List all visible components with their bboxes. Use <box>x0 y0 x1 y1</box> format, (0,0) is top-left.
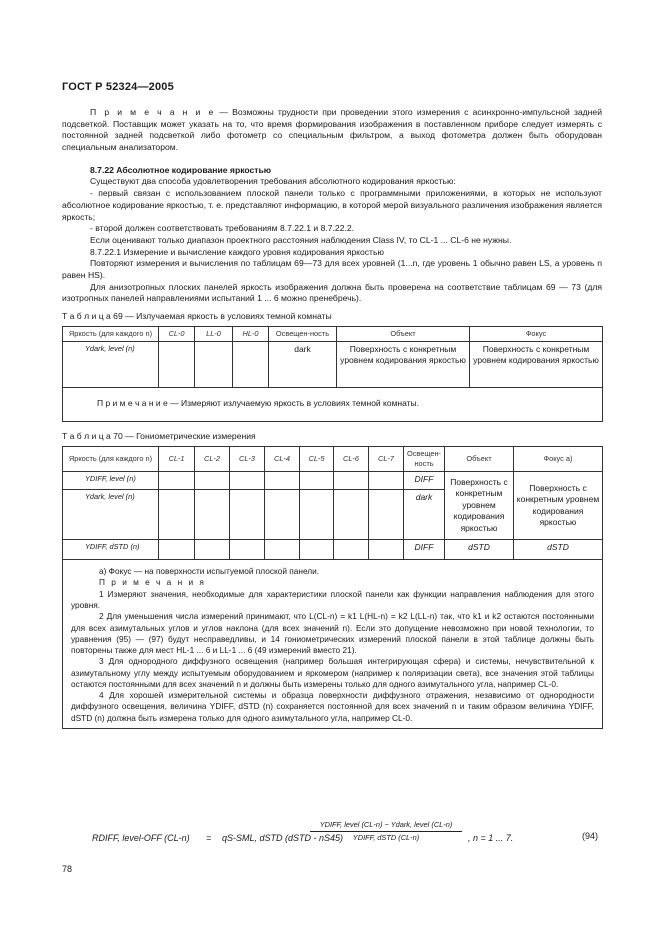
table-row <box>63 540 603 560</box>
table-note-row <box>63 387 603 422</box>
column-header: CL-4 <box>265 446 300 471</box>
paragraph: Если оценивают только диапазон проектного расстояния наблюдения Class IV, то CL-1 ... CL-6 не нужны. <box>90 234 512 245</box>
note-intro-label: П р и м е ч а н и е <box>90 107 216 117</box>
column-header: CL-1 <box>159 446 195 471</box>
page-number: 78 <box>62 864 73 874</box>
column-header: CL-6 <box>334 446 369 471</box>
column-header: CL-5 <box>300 446 334 471</box>
formula-numerator: YDIFF, level (CL-n) − Ydark, level (CL-n) <box>310 820 462 832</box>
illumination-cell: dark <box>404 490 445 540</box>
luminance-symbol: Ydark, level (n) <box>63 490 159 540</box>
notes-label: П р и м е ч а н и я <box>99 577 206 588</box>
focus-cell: Поверхность с конкретным уровнем кодирования яркостью <box>470 341 603 387</box>
column-header: CL-0 <box>159 326 195 341</box>
formula-number: (94) <box>581 831 598 841</box>
formula-lhs: RDIFF, level-OFF (CL-n) <box>92 833 190 843</box>
table-69 <box>62 326 603 423</box>
luminance-symbol: YDIFF, dSTD (n) <box>63 540 159 560</box>
table70-footnote: а) Фокус — на поверхности испытуемой плоской панели. <box>99 566 320 577</box>
focus-cell: dSTD <box>514 540 603 560</box>
table70-note: 2 Для уменьшения числа измерений принимают, что L(CL-n) = k1 L(HL-n) = k2 L(LL-n) так, что k1 и k2 остаются постоянными для всех азимутальных углов и углов наклона (для всех значений n). Если это допущение невозможно при новой технологии, то уравнения (95) — (97) будут несправедливы, и 14 гониометрических измерений плоской панели в этой таблице должны быть повторены также для мест HL-1 ... 6 и LL-1 ... 6 (49 измерений вместо 21). <box>71 611 594 656</box>
formula-94 <box>92 820 598 854</box>
table-row <box>63 341 603 387</box>
table70-caption: Т а б л и ц а 70 — Гониометрические измерения <box>62 431 256 442</box>
column-header: Яркость (для каждого n) <box>63 326 159 341</box>
formula-range: , n = 1 ... 7. <box>468 833 514 843</box>
column-header: CL-7 <box>369 446 404 471</box>
paragraph: Повторяют измерения и вычисления по таблицам 69—73 для всех уровней (1...n, где уровень 1 обычно равен LS, а уровень n равен HS). <box>62 258 602 280</box>
formula-fraction <box>310 820 462 843</box>
column-header: Фокус а) <box>514 446 603 471</box>
object-cell: Поверхность с конкретным уровнем кодирования яркостью <box>445 472 514 540</box>
luminance-symbol: Ydark, level (n) <box>63 341 159 387</box>
paragraph: Для анизотропных плоских панелей яркость изображения должна быть проверена на соответствие таблицам 69 — 73 (для изотропных панелей направлениями испытаний 1 ... 6 можно пренебречь). <box>62 281 602 304</box>
focus-cell: Поверхность с конкретным уровнем кодирования яркостью <box>514 472 603 540</box>
paragraph: Существуют два способа удовлетворения требования абсолютного кодирования яркостью: <box>90 176 456 187</box>
paragraph: 8.7.22.1 Измерение и вычисление каждого уровня кодирования яркостью <box>90 246 384 257</box>
paragraph: - второй должен соответствовать требованиям 8.7.22.1 и 8.7.22.2. <box>90 223 355 234</box>
object-cell: Поверхность с конкретным уровнем кодирования яркостью <box>337 341 470 387</box>
illumination-cell: DIFF <box>404 472 445 490</box>
illumination-cell: dark <box>269 341 337 387</box>
note-intro <box>62 107 602 154</box>
column-header: Фокус <box>470 326 603 341</box>
table-70 <box>62 446 603 729</box>
section-heading: 8.7.22 Абсолютное кодирование яркостью <box>90 164 272 175</box>
column-header: Освещен-ность <box>404 446 445 471</box>
table70-notes <box>63 560 603 729</box>
table70-note: 1 Измеряют значения, необходимые для характеристики плоской панели как функции направления наблюдения для этого уровня. <box>71 588 594 610</box>
table-notes-row <box>63 560 603 729</box>
table-header-row <box>63 446 603 471</box>
formula-coefficient: qS-SML, dSTD (dSTD - nS45) <box>222 833 344 843</box>
column-header: Объект <box>337 326 470 341</box>
object-cell: dSTD <box>445 540 514 560</box>
column-header: Объект <box>445 446 514 471</box>
column-header: CL-3 <box>230 446 265 471</box>
page-content <box>62 107 602 729</box>
note-intro-text: — Возможны трудности при проведении этого измерения с асинхронно-импульсной задней подсветкой. Поставщик может указать на то, что время формирования изображения в поставленном приборе следует измерять с постоянной задней подсветкой либо фотометр со специальным фильтром, а выход фотометра должен быть оборудован специальным анализатором. <box>62 107 603 153</box>
table70-note: 4 Для хорошей измерительной системы и образца поверхности диффузного отражения, независимо от однородности диффузного освещения, величина YDIFF, dSTD (n) сохраняется постоянной для всех значений n и таким образом величина YDIFF, dSTD (n) должна быть измерена только для одного азимутального угла, например CL-0. <box>71 690 594 723</box>
column-header: CL-2 <box>195 446 230 471</box>
luminance-symbol: YDIFF, level (n) <box>63 472 159 490</box>
table-row <box>63 472 603 490</box>
column-header: Освещен-ность <box>269 326 337 341</box>
table69-caption: Т а б л и ц а 69 — Излучаемая яркость в условиях темной комнаты <box>62 311 332 321</box>
paragraph: - первый связан с использованием плоской панели только с программными приложениями, в которых не используют абсолютное кодирование яркостью, т. е. представляют информацию, в которой мерой визуального различения изображения является яркость; <box>62 188 602 222</box>
table69-note: П р и м е ч а н и е — Измеряют излучаемую яркость в условиях темной комнаты. <box>63 387 603 422</box>
column-header: LL-0 <box>195 326 233 341</box>
column-header: Яркость (для каждого n) <box>63 446 159 471</box>
illumination-cell: DIFF <box>404 540 445 560</box>
table70-note: 3 Для однородного диффузного освещения (например большая интегрирующая сфера) и системы, нечувствительной к азимутальному углу между испытуемым оборудованием и яркомером (например к поляризации света), все значения этой таблицы остаются постоянными для всех значений n и должны быть измерены только для одного азимутального угла, например CL-0. <box>71 656 594 689</box>
column-header: HL-0 <box>233 326 269 341</box>
page-header: ГОСТ Р 52324—2005 <box>62 81 174 93</box>
table-header-row <box>63 326 603 341</box>
formula-equals: = <box>206 833 212 843</box>
formula-denominator: YDIFF, dSTD (CL-n) <box>352 833 420 843</box>
